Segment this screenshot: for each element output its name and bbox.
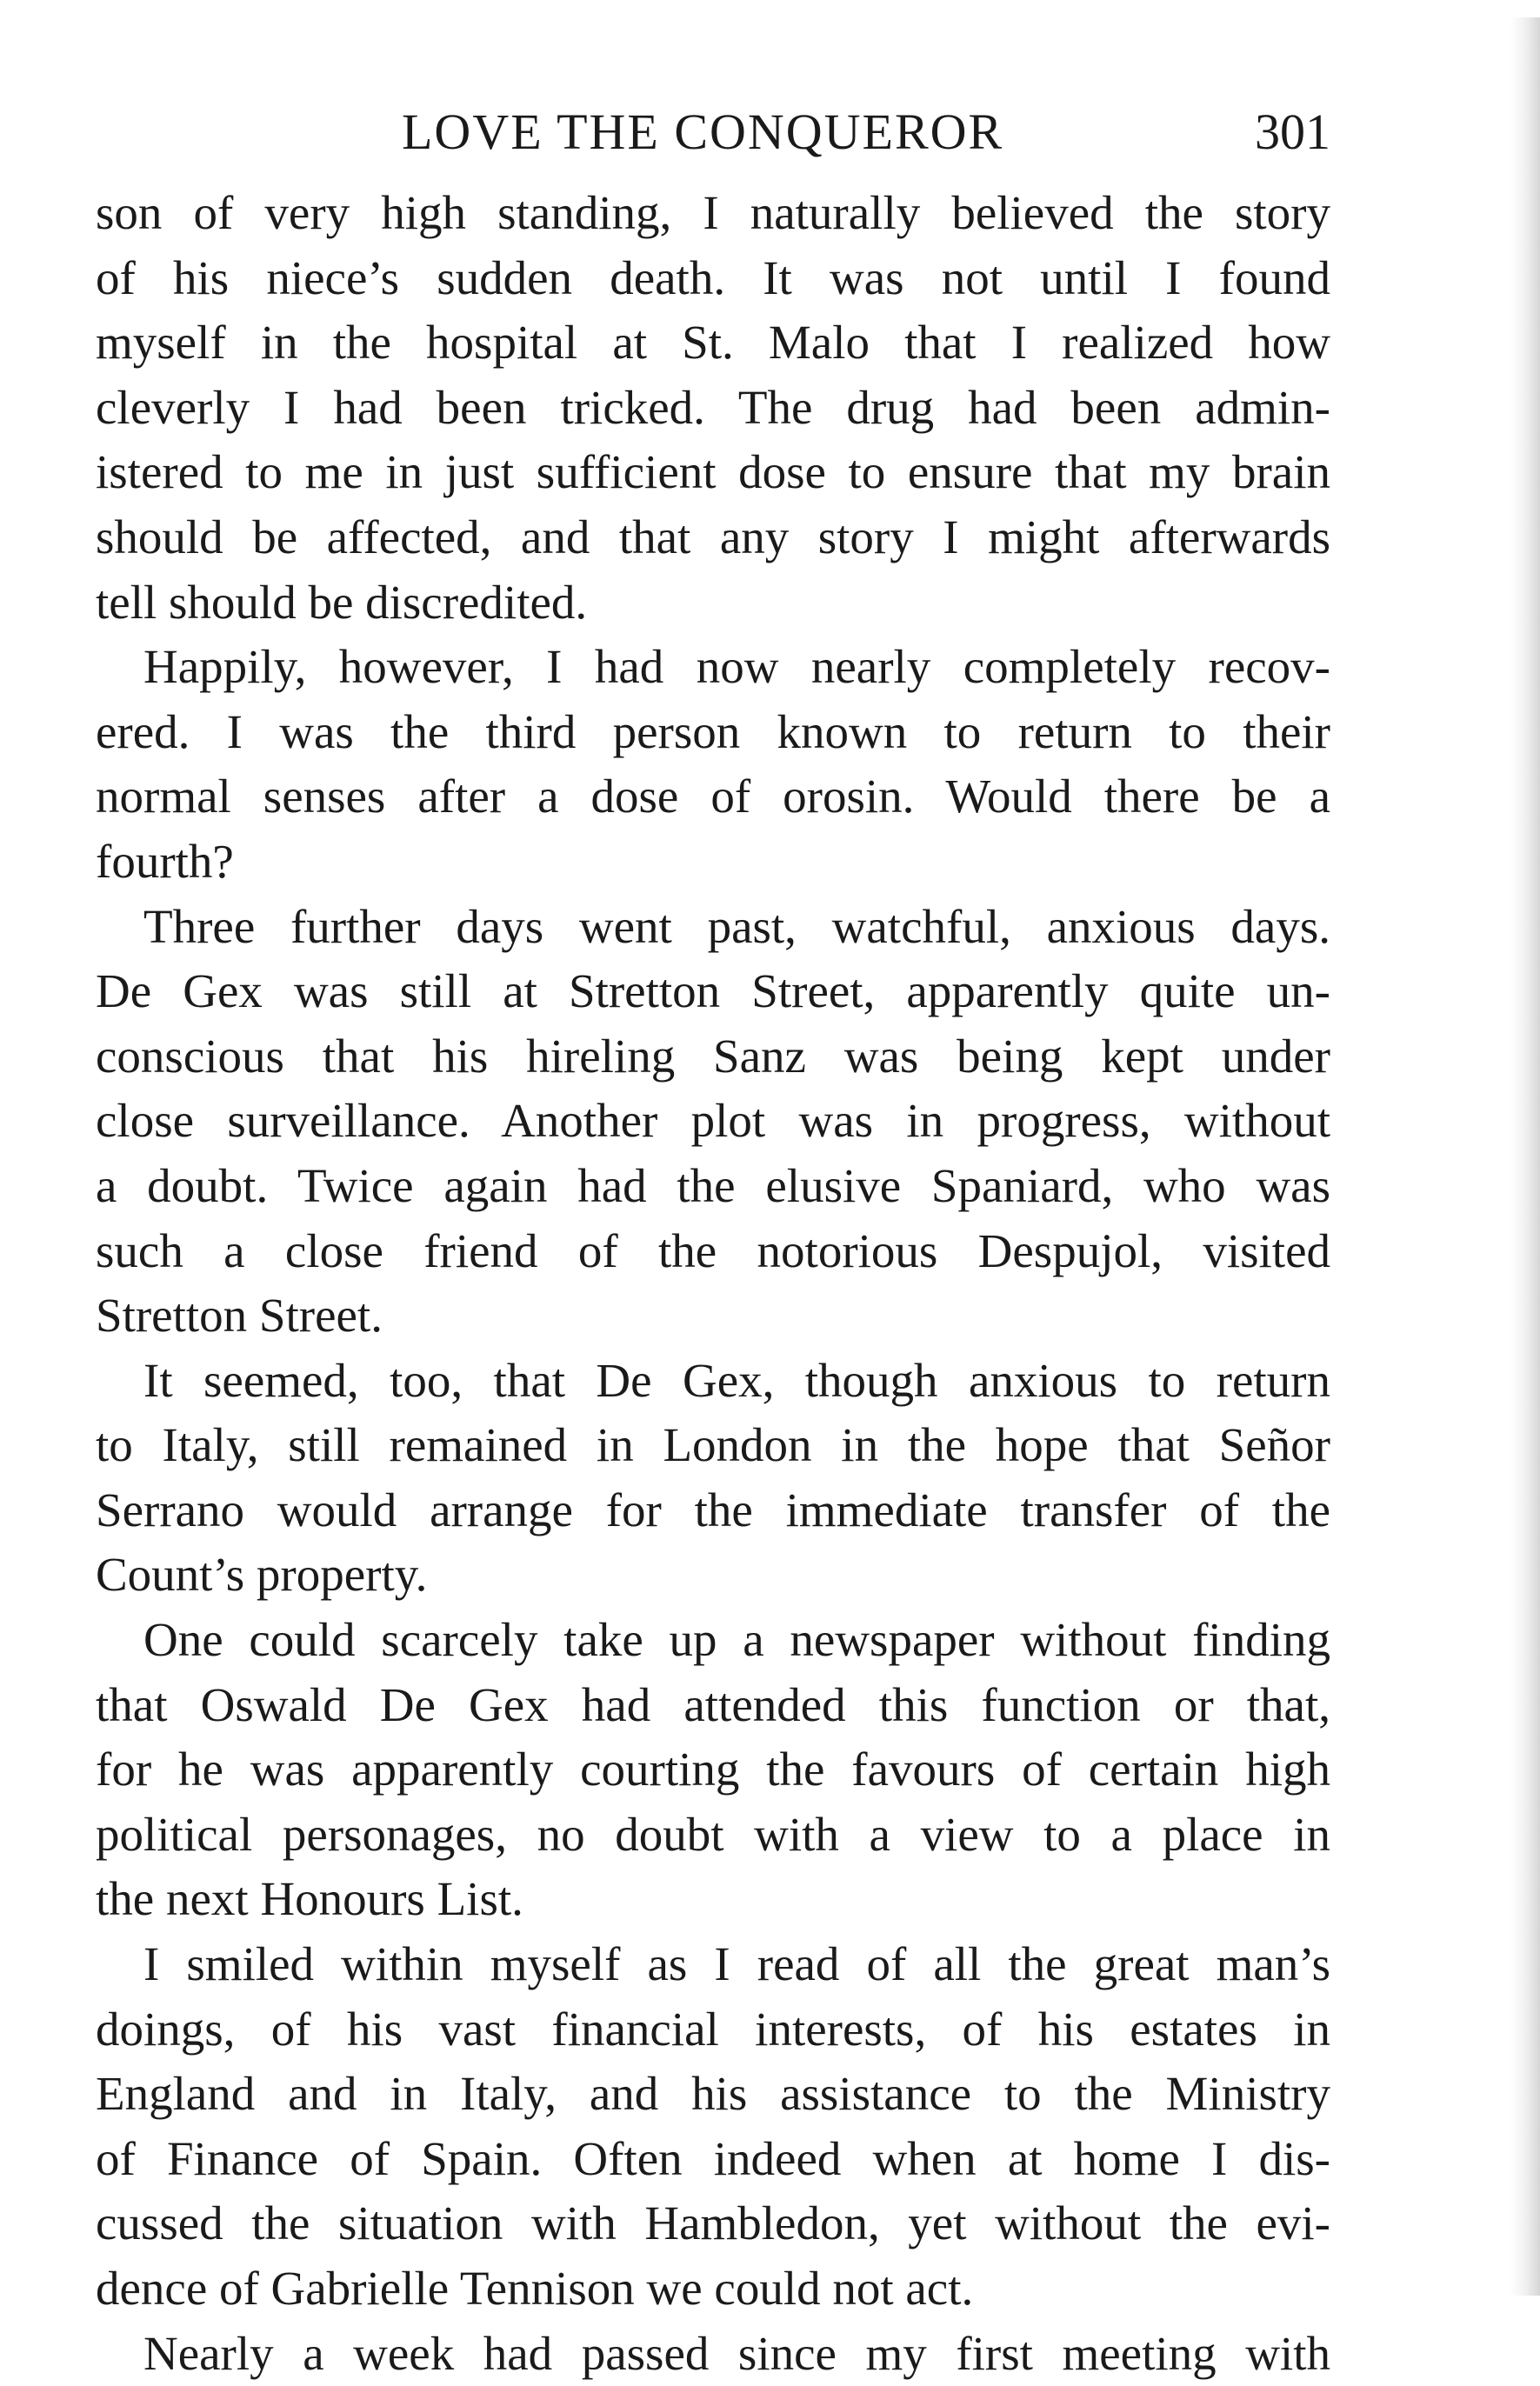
- text-line: of Finance of Spain. Often indeed when at home I dis-: [96, 2131, 1330, 2185]
- text-line: to Italy, still remained in London in the hope that Señor: [96, 1418, 1330, 1472]
- text-line: Happily, however, I had now nearly completely recov-: [143, 640, 1330, 694]
- text-line: of his niece’s sudden death. It was not until I found: [96, 250, 1330, 304]
- text-line: a doubt. Twice again had the elusive Spaniard, who was: [96, 1158, 1330, 1212]
- text-line: cussed the situation with Hambledon, yet without the evi-: [96, 2196, 1330, 2250]
- text-line: son of very high standing, I naturally believed the story: [96, 186, 1330, 239]
- text-line: Three further days went past, watchful, anxious days.: [143, 899, 1330, 953]
- text-line: that Oswald De Gex had attended this function or that,: [96, 1677, 1330, 1731]
- text-line: for he was apparently courting the favours of certain high: [96, 1743, 1330, 1796]
- text-line: istered to me in just sufficient dose to ensure that my brain: [96, 445, 1330, 499]
- text-line: I smiled within myself as I read of all the great man’s: [143, 1937, 1330, 1991]
- text-line: political personages, no doubt with a view to a place in: [96, 1807, 1330, 1861]
- text-line: ered. I was the third person known to return to their: [96, 704, 1330, 758]
- body-text: [96, 181, 1330, 2386]
- text-line: conscious that his hireling Sanz was being kept under: [96, 1029, 1330, 1083]
- text-line: England and in Italy, and his assistance to the Ministry: [96, 2067, 1330, 2121]
- text-line: fourth?: [96, 834, 234, 888]
- text-line: Serrano would arrange for the immediate transfer of the: [96, 1483, 1330, 1536]
- text-line: cleverly I had been tricked. The drug had been admin-: [96, 380, 1330, 434]
- text-line: One could scarcely take up a newspaper without finding: [143, 1613, 1330, 1667]
- text-line: normal senses after a dose of orosin. Would there be a: [96, 770, 1330, 823]
- text-line: dence of Gabrielle Tennison we could not act.: [96, 2262, 974, 2315]
- text-line: tell should be discredited.: [96, 575, 588, 629]
- text-line: should be affected, and that any story I might afterwards: [96, 510, 1330, 563]
- text-line: Stretton Street.: [96, 1289, 383, 1343]
- text-line: close surveillance. Another plot was in progress, without: [96, 1094, 1330, 1148]
- page-number: 301: [1255, 103, 1330, 160]
- text-line: Count’s property.: [96, 1548, 428, 1602]
- text-line: De Gex was still at Stretton Street, apparently quite un-: [96, 964, 1330, 1018]
- text-line: the next Honours List.: [96, 1872, 523, 1926]
- scan-edge-shadow: [1510, 17, 1540, 2296]
- text-line: such a close friend of the notorious Despujol, visited: [96, 1223, 1330, 1277]
- text-line: Nearly a week had passed since my first meeting with: [143, 2326, 1330, 2380]
- text-line: myself in the hospital at St. Malo that I realized how: [96, 316, 1330, 370]
- running-header: [96, 103, 1330, 181]
- running-title: LOVE THE CONQUEROR: [402, 103, 1004, 160]
- text-line: doings, of his vast financial interests, of his estates in: [96, 2002, 1330, 2056]
- text-line: It seemed, too, that De Gex, though anxious to return: [143, 1353, 1330, 1407]
